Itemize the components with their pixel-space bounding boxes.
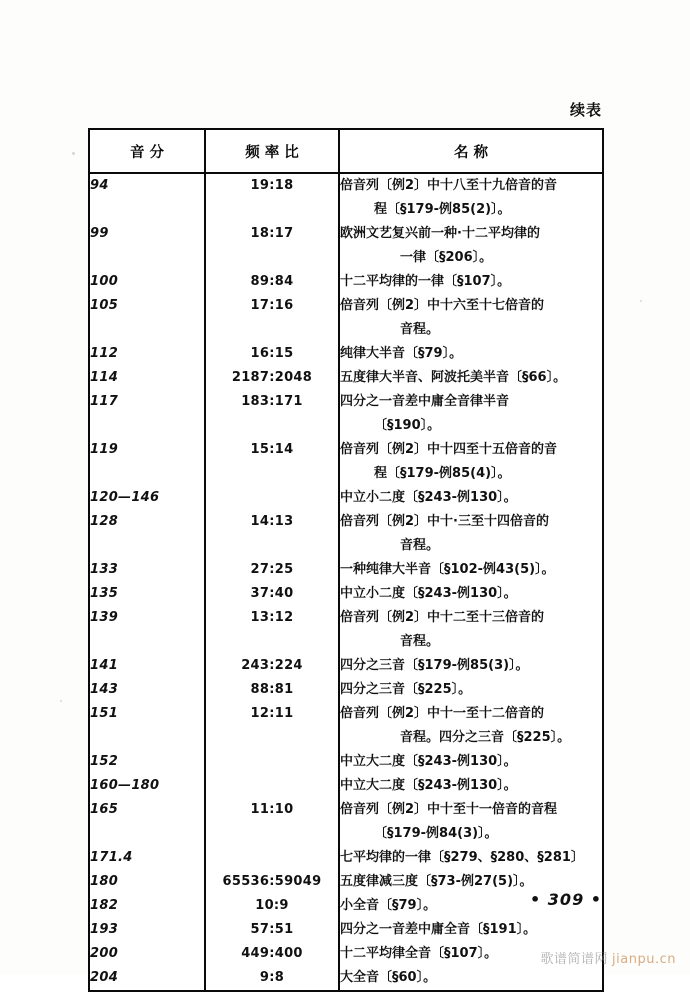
ratio-value: [206, 486, 338, 510]
table-row: [90, 918, 602, 942]
name-line: 欧洲文艺复兴前一种·十二平均律的: [340, 226, 540, 241]
cell-cents: [90, 606, 205, 654]
table-row: [90, 774, 602, 798]
cell-cents: [90, 846, 205, 870]
cell-name: [339, 270, 602, 294]
table-row: [90, 894, 602, 918]
ratio-value: 243:224: [241, 658, 303, 673]
cell-ratio: [205, 678, 339, 702]
cell-cents: [90, 582, 205, 606]
column-header-ratio: 频 率 比: [205, 130, 339, 173]
name-line: 倍音列〔例2〕中十·三至十四倍音的: [340, 514, 549, 529]
cell-cents: [90, 750, 205, 774]
table-row: [90, 870, 602, 894]
name-line: 四分之三音〔§225〕。: [340, 682, 472, 697]
name-line: 小全音〔§79〕。: [340, 898, 437, 913]
name-line: 倍音列〔例2〕中十八至十九倍音的音: [340, 178, 558, 193]
name-line: 四分之一音差中庸全音律半音: [340, 394, 510, 409]
page-number: • 309 •: [530, 890, 602, 909]
cents-value: 200: [90, 946, 119, 961]
name-line: 倍音列〔例2〕中十二至十三倍音的: [340, 610, 545, 625]
cell-ratio: [205, 606, 339, 654]
cents-value: 133: [90, 562, 119, 577]
name-line: 程〔§179-例85(4)〕。: [374, 466, 511, 481]
cents-value: 141: [90, 658, 119, 673]
cell-name: [339, 702, 602, 750]
cell-ratio: [205, 173, 339, 222]
name-line: 中立大二度〔§243-例130〕。: [340, 778, 517, 793]
name-line: 程〔§179-例85(2)〕。: [374, 202, 511, 217]
cents-value: 151: [90, 706, 119, 721]
table-row: [90, 942, 602, 966]
ratio-value: 449:400: [241, 946, 303, 961]
cell-name: [339, 294, 602, 342]
ratio-value: 65536:59049: [222, 874, 322, 889]
ratio-value: 88:81: [250, 682, 294, 697]
watermark-site-name-cn: 歌谱简谱网: [540, 952, 609, 967]
cell-ratio: [205, 342, 339, 366]
cell-ratio: [205, 582, 339, 606]
cell-ratio: [205, 750, 339, 774]
name-line: 〔§179-例84(3)〕。: [374, 826, 498, 841]
cell-name: [339, 966, 602, 990]
cents-value: 117: [90, 394, 119, 409]
name-line: 一种纯律大半音〔§102-例43(5)〕。: [340, 562, 555, 577]
cents-value: 112: [90, 346, 119, 361]
cents-value: 143: [90, 682, 119, 697]
ratio-value: 19:18: [250, 178, 294, 193]
cents-value: 152: [90, 754, 119, 769]
name-line: 纯律大半音〔§79〕。: [340, 346, 463, 361]
cents-value: 128: [90, 514, 119, 529]
table-row: [90, 270, 602, 294]
name-line: 十二平均律全音〔§107〕。: [340, 946, 498, 961]
cell-ratio: [205, 870, 339, 894]
header-row: [90, 130, 602, 173]
cell-cents: [90, 894, 205, 918]
cell-name: [339, 606, 602, 654]
cents-value: 182: [90, 898, 119, 913]
table-row: [90, 846, 602, 870]
cell-ratio: [205, 390, 339, 438]
cell-ratio: [205, 270, 339, 294]
cell-cents: [90, 654, 205, 678]
cell-name: [339, 750, 602, 774]
cell-name: [339, 222, 602, 270]
cell-ratio: [205, 366, 339, 390]
ratio-value: [206, 774, 338, 798]
cents-value: 94: [90, 178, 109, 193]
cents-value: 99: [90, 226, 109, 241]
scan-speck: [60, 700, 62, 702]
cell-name: [339, 678, 602, 702]
cell-cents: [90, 270, 205, 294]
ratio-value: 13:12: [250, 610, 294, 625]
cell-ratio: [205, 294, 339, 342]
cell-cents: [90, 558, 205, 582]
cell-ratio: [205, 510, 339, 558]
name-line: 大全音〔§60〕。: [340, 970, 437, 985]
cents-value: 204: [90, 970, 119, 985]
cents-value: 135: [90, 586, 119, 601]
cell-ratio: [205, 918, 339, 942]
cents-value: 193: [90, 922, 119, 937]
ratio-value: 10:9: [255, 898, 289, 913]
cell-name: [339, 390, 602, 438]
cents-value: 160—180: [90, 778, 160, 793]
ratio-value: 15:14: [250, 442, 294, 457]
cell-cents: [90, 366, 205, 390]
cents-value: 114: [90, 370, 119, 385]
name-line: 十二平均律的一律〔§107〕。: [340, 274, 511, 289]
name-line: 四分之一音差中庸全音〔§191〕。: [340, 922, 537, 937]
name-line: 中立小二度〔§243-例130〕。: [340, 490, 517, 505]
cell-cents: [90, 918, 205, 942]
cell-name: [339, 774, 602, 798]
cell-ratio: [205, 486, 339, 510]
table-row: [90, 173, 602, 222]
name-line: 音程。: [400, 634, 440, 649]
cents-value: 165: [90, 802, 119, 817]
cell-ratio: [205, 894, 339, 918]
cell-name: [339, 486, 602, 510]
cents-value: 100: [90, 274, 119, 289]
name-line: 四分之三音〔§179-例85(3)〕。: [340, 658, 529, 673]
watermark-site-url: jianpu.cn: [612, 952, 676, 967]
ratio-value: 12:11: [250, 706, 294, 721]
cell-name: [339, 846, 602, 870]
name-line: 一律〔§206〕。: [400, 250, 493, 265]
cell-name: [339, 173, 602, 222]
ratio-value: 37:40: [250, 586, 294, 601]
ratio-value: 2187:2048: [231, 370, 313, 385]
table-row: [90, 390, 602, 438]
cell-ratio: [205, 846, 339, 870]
table-row: [90, 294, 602, 342]
ratio-value: 14:13: [250, 514, 294, 529]
ratio-value: 89:84: [250, 274, 294, 289]
name-line: 倍音列〔例2〕中十四至十五倍音的音: [340, 442, 558, 457]
ratio-value: 16:15: [250, 346, 294, 361]
cell-cents: [90, 966, 205, 990]
name-line: 倍音列〔例2〕中十六至十七倍音的: [340, 298, 545, 313]
cell-ratio: [205, 222, 339, 270]
name-line: 中立小二度〔§243-例130〕。: [340, 586, 517, 601]
table-row: [90, 222, 602, 270]
cents-value: 105: [90, 298, 119, 313]
cents-value: 171.4: [90, 850, 133, 865]
cell-cents: [90, 438, 205, 486]
cell-ratio: [205, 942, 339, 966]
table-row: [90, 678, 602, 702]
cell-name: [339, 654, 602, 678]
cell-cents: [90, 774, 205, 798]
table-row: [90, 798, 602, 846]
cell-cents: [90, 942, 205, 966]
scan-speck: [640, 300, 642, 302]
name-line: 音程。: [400, 322, 440, 337]
name-line: 音程。四分之三音〔§225〕。: [400, 730, 571, 745]
continued-table-label: 续表: [569, 101, 602, 119]
cell-cents: [90, 294, 205, 342]
cell-name: [339, 582, 602, 606]
table-row: [90, 342, 602, 366]
ratio-value: 9:8: [259, 970, 285, 985]
table-row: [90, 558, 602, 582]
watermark: [541, 948, 676, 967]
name-line: 中立大二度〔§243-例130〕。: [340, 754, 517, 769]
table-row: [90, 438, 602, 486]
cell-cents: [90, 222, 205, 270]
table-row: [90, 366, 602, 390]
ratio-value: 11:10: [250, 802, 294, 817]
ratio-value: [206, 846, 338, 870]
name-line: 倍音列〔例2〕中十一至十二倍音的: [340, 706, 545, 721]
cell-cents: [90, 678, 205, 702]
cell-cents: [90, 486, 205, 510]
scan-speck: [72, 152, 75, 155]
ratio-value: 17:16: [250, 298, 294, 313]
table-row: [90, 702, 602, 750]
interval-table: [88, 128, 604, 992]
cell-name: [339, 798, 602, 846]
name-line: 〔§190〕。: [374, 418, 441, 433]
name-line: 音程。: [400, 538, 440, 553]
cell-name: [339, 918, 602, 942]
table-row: [90, 486, 602, 510]
ratio-value: 183:171: [241, 394, 303, 409]
cell-name: [339, 510, 602, 558]
cell-ratio: [205, 702, 339, 750]
table-row: [90, 750, 602, 774]
cell-name: [339, 558, 602, 582]
cell-cents: [90, 173, 205, 222]
cell-cents: [90, 342, 205, 366]
cell-ratio: [205, 774, 339, 798]
ratio-value: [206, 750, 338, 774]
ratio-value: 18:17: [250, 226, 294, 241]
cell-cents: [90, 798, 205, 846]
table-row: [90, 510, 602, 558]
name-line: 五度律大半音、阿波托美半音〔§66〕。: [340, 370, 567, 385]
cents-value: 180: [90, 874, 119, 889]
column-header-name: 名 称: [339, 130, 602, 173]
table-row: [90, 966, 602, 990]
cell-cents: [90, 510, 205, 558]
cell-ratio: [205, 654, 339, 678]
table-row: [90, 582, 602, 606]
cell-cents: [90, 702, 205, 750]
cell-ratio: [205, 966, 339, 990]
cell-name: [339, 438, 602, 486]
name-line: 七平均律的一律〔§279、§280、§281〕: [340, 850, 584, 865]
cents-value: 139: [90, 610, 119, 625]
column-header-cents: 音 分: [90, 130, 205, 173]
cell-cents: [90, 870, 205, 894]
table-body: [90, 173, 602, 990]
ratio-value: 57:51: [250, 922, 294, 937]
ratio-value: 27:25: [250, 562, 294, 577]
interval-table-grid: [90, 130, 602, 990]
name-line: 五度律减三度〔§73-例27(5)〕。: [340, 874, 533, 889]
table-header: [90, 130, 602, 173]
cell-name: [339, 342, 602, 366]
table-row: [90, 654, 602, 678]
cents-value: 120—146: [90, 490, 160, 505]
cell-name: [339, 366, 602, 390]
cell-ratio: [205, 438, 339, 486]
cell-ratio: [205, 798, 339, 846]
cents-value: 119: [90, 442, 119, 457]
name-line: 倍音列〔例2〕中十至十一倍音的音程: [340, 802, 558, 817]
cell-ratio: [205, 558, 339, 582]
cell-cents: [90, 390, 205, 438]
table-row: [90, 606, 602, 654]
